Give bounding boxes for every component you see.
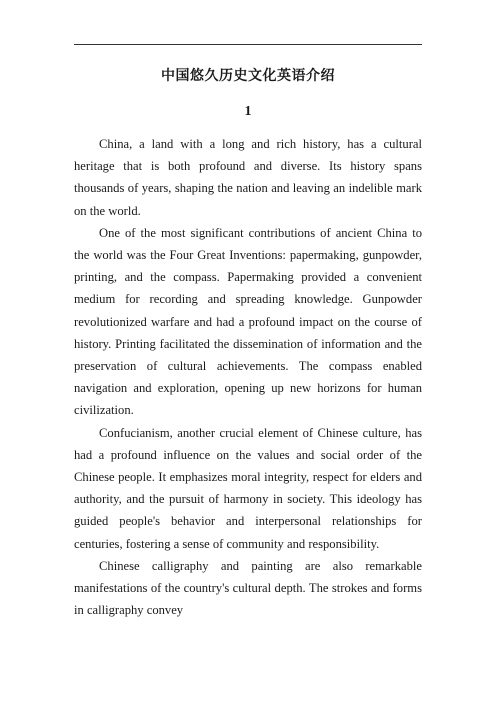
header-rule bbox=[74, 44, 422, 45]
paragraph-intro: China, a land with a long and rich history, has a cultural heritage that is both profound and diverse. Its history spans thousands of years, shaping the nation and leaving an indelible mark on the world. bbox=[74, 137, 422, 218]
paragraph-four-inventions: One of the most significant contributions of ancient China to the world was the Four Great Inventions: papermaking, gunpowder, printing, and the compass. Papermaking provided a convenient medium for recording and spreading knowledge. Gunpowder revolutionized warfare and had a profound impact on the course of history. Printing facilitated the dissemination of information and the preservation of cultural achievements. The compass enabled navigation and exploration, opening up new horizons for human civilization. bbox=[74, 225, 422, 418]
paragraph-calligraphy: Chinese calligraphy and painting are also remarkable manifestations of the country's cultural depth. The strokes and forms in calligraphy convey bbox=[74, 558, 422, 618]
paragraph-confucianism: Confucianism, another crucial element of Chinese culture, has had a profound influence on the values and social order of the Chinese people. It emphasizes moral integrity, respect for elders and authority, and the pursuit of harmony in society. This ideology has guided people's behavior and interpersonal relationships for centuries, fostering a sense of community and responsibility. bbox=[74, 425, 422, 551]
document-title: 中国悠久历史文化英语介绍 bbox=[161, 68, 335, 84]
section-number: 1 bbox=[244, 104, 252, 119]
body-text bbox=[74, 133, 422, 621]
